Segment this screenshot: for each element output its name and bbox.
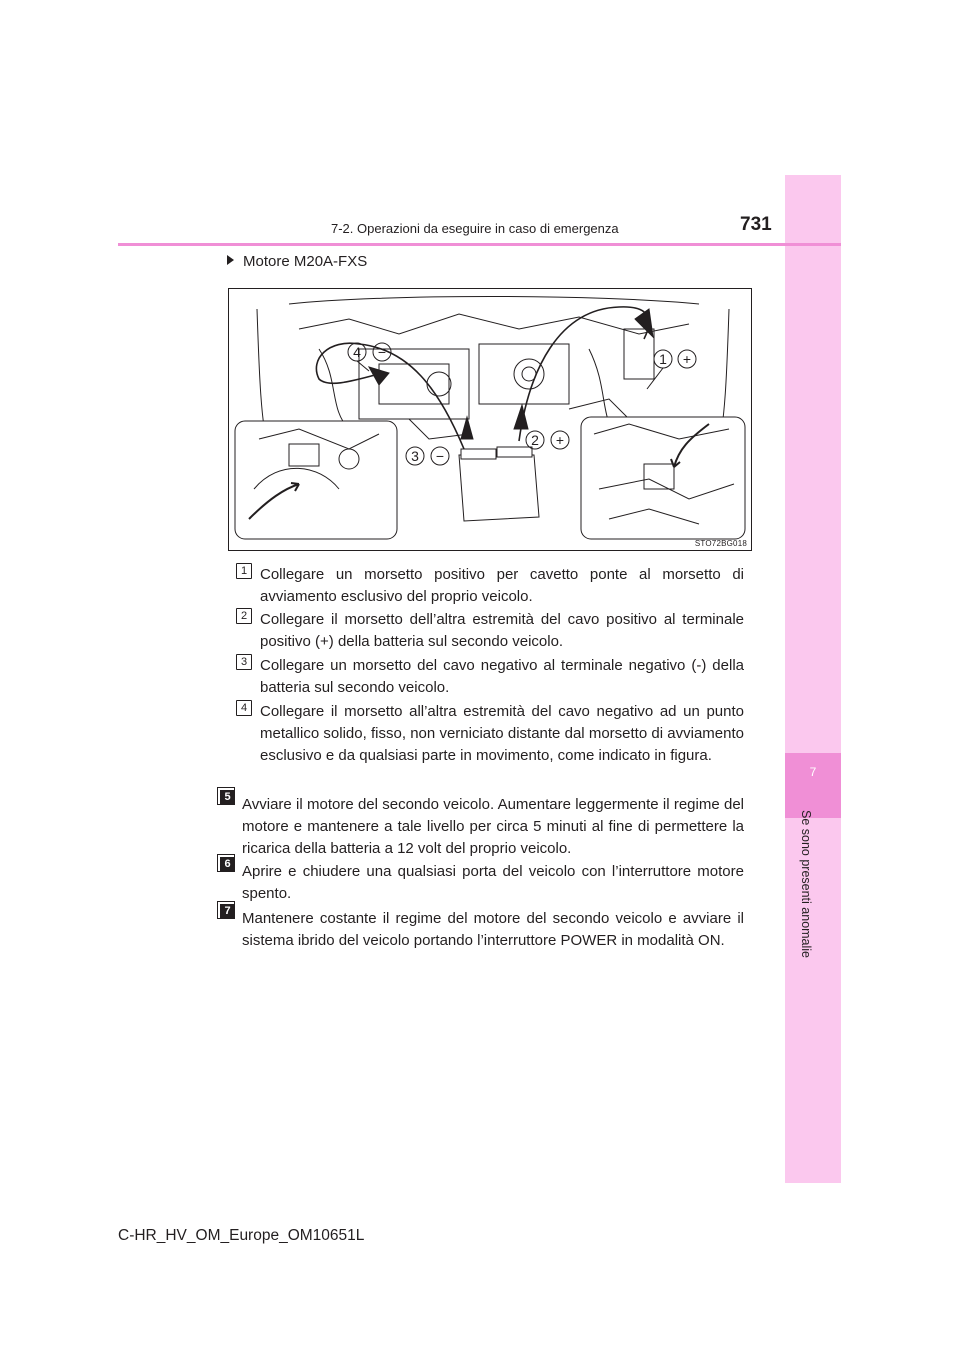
callout-1-sign: +: [682, 351, 692, 367]
chapter-number: 7: [809, 765, 817, 779]
step-7-badge: 7: [220, 904, 235, 919]
positive-clamp-battery: [514, 405, 528, 429]
negative-clamp-battery: [461, 417, 473, 439]
second-vehicle-battery: [459, 455, 539, 521]
engine-bay-drawing: [229, 289, 751, 550]
callout-4: 4: [353, 344, 361, 360]
callout-3: 3: [411, 448, 419, 464]
triangle-bullet-icon: [227, 255, 234, 265]
callout-2-sign: +: [555, 432, 565, 448]
substep-1: [260, 564, 744, 608]
substep-1-text: Collegare un morsetto positivo per cavetto ponte al morsetto di avviamento esclusivo del proprio veicolo.: [260, 566, 744, 605]
callout-4-sign: −: [377, 344, 387, 360]
step-6: [242, 861, 744, 905]
substep-2-badge: 2: [236, 608, 252, 624]
step-5-text: Avviare il motore del secondo veicolo. Aumentare leggermente il regime del motore e mantenere a tale livello per circa 5 minuti al fine di permettere la ricarica della batteria a 12 volt del proprio veicolo.: [242, 796, 744, 857]
substep-2: [260, 609, 744, 653]
right-inset-frame: [581, 417, 745, 539]
engine-subheading: [227, 253, 367, 270]
figure-code: STO72BG018: [694, 539, 747, 548]
step-7: [242, 908, 744, 952]
substep-2-text: Collegare il morsetto dell’altra estremità del cavo positivo al terminale positivo (+) della batteria sul secondo veicolo.: [260, 611, 744, 650]
document-code: C-HR_HV_OM_Europe_OM10651L: [118, 1227, 365, 1244]
chapter-sidebar: [785, 175, 841, 1183]
step-7-text: Mantenere costante il regime del motore del secondo veicolo e avviare il sistema ibrido del veicolo portando l’interruttore POWER in modalità ON.: [242, 910, 744, 949]
substep-4-text: Collegare il morsetto all’altra estremità del cavo negativo ad un punto metallico solido, fisso, non verniciato distante dal morsetto di avviamento esclusivo e da qualsiasi parte in movimento, come indicato in figura.: [260, 703, 744, 764]
callout-3-sign: −: [435, 448, 445, 464]
header-rule: [118, 243, 841, 246]
substep-1-badge: 1: [236, 563, 252, 579]
substep-3: [260, 655, 744, 699]
chapter-title: Se sono presenti anomalie: [799, 810, 813, 959]
substep-3-text: Collegare un morsetto del cavo negativo al terminale negativo (-) della batteria sul secondo veicolo.: [260, 657, 744, 696]
jump-start-illustration: [228, 288, 752, 551]
step-5: [242, 794, 744, 860]
step-6-badge: 6: [220, 857, 235, 872]
page-number: 731: [740, 214, 772, 235]
step-6-text: Aprire e chiudere una qualsiasi porta del veicolo con l’interruttore motore spento.: [242, 863, 744, 902]
callout-2: 2: [531, 432, 539, 448]
chapter-tab-active: [785, 753, 841, 818]
callout-1: 1: [659, 351, 667, 367]
substep-3-badge: 3: [236, 654, 252, 670]
section-title: 7-2. Operazioni da eseguire in caso di emergenza: [331, 221, 619, 236]
substep-4: [260, 701, 744, 767]
engine-subheading-text: Motore M20A-FXS: [243, 253, 368, 270]
step-5-badge: 5: [220, 790, 235, 805]
substep-4-badge: 4: [236, 700, 252, 716]
